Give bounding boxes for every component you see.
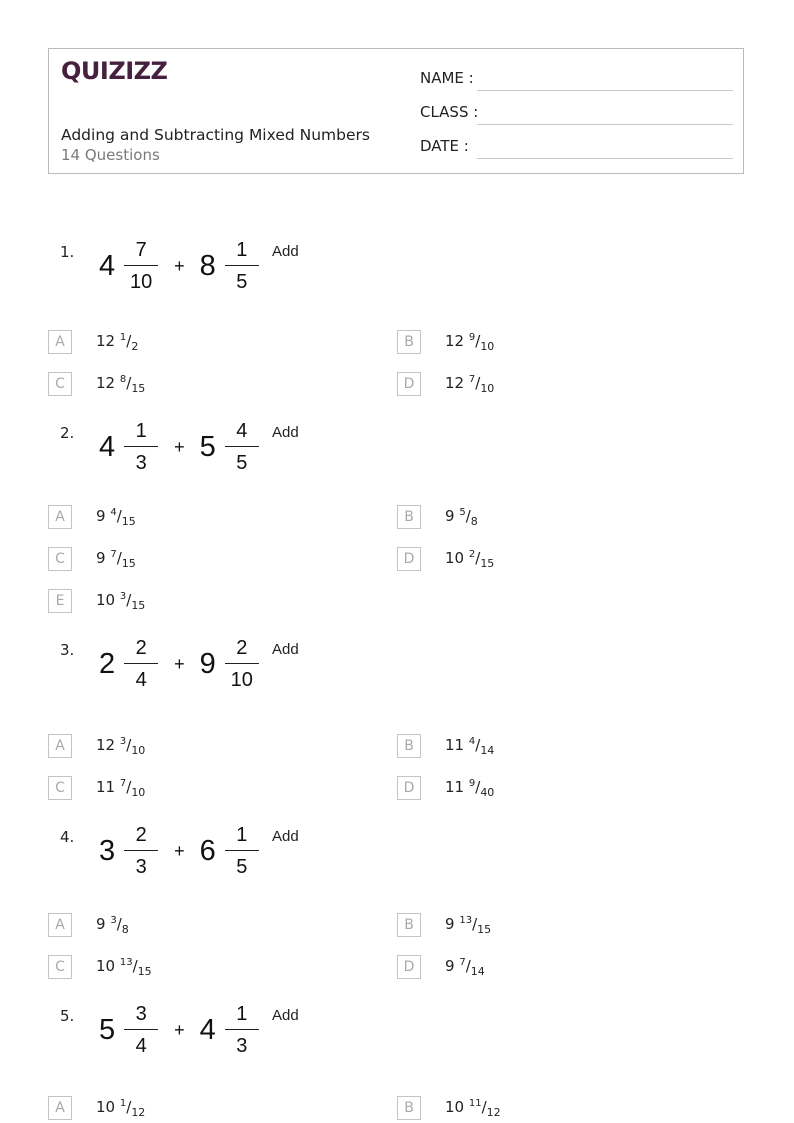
term1-fraction bbox=[124, 1002, 158, 1058]
option-value: 10 $^3/_{15}$ bbox=[96, 591, 146, 612]
option-letter: A bbox=[48, 1096, 72, 1120]
term1-fraction bbox=[124, 419, 158, 475]
term1-denominator: 10 bbox=[130, 271, 153, 293]
operator: + bbox=[174, 255, 185, 276]
term1-whole: 5 bbox=[99, 1013, 116, 1046]
question-expression bbox=[96, 633, 263, 695]
option-value: 9 $^7/_{14}$ bbox=[445, 957, 485, 978]
term2-whole: 5 bbox=[199, 430, 216, 463]
option-a[interactable] bbox=[48, 505, 388, 529]
option-a[interactable] bbox=[48, 1096, 388, 1120]
option-value: 11 $^9/_{40}$ bbox=[445, 778, 495, 799]
term1-whole: 3 bbox=[99, 834, 116, 867]
option-letter: B bbox=[397, 505, 421, 529]
term1-numerator: 1 bbox=[135, 420, 147, 442]
option-c[interactable] bbox=[48, 955, 388, 979]
term1-numerator: 2 bbox=[135, 637, 147, 659]
question-count: 14 Questions bbox=[61, 146, 160, 164]
term2-whole: 6 bbox=[199, 834, 216, 867]
option-letter: B bbox=[397, 913, 421, 937]
term2-numerator: 1 bbox=[236, 239, 248, 261]
worksheet-title: Adding and Subtracting Mixed Numbers bbox=[61, 126, 370, 144]
option-letter: E bbox=[48, 589, 72, 613]
term2-fraction bbox=[225, 238, 259, 294]
date-line bbox=[477, 158, 733, 159]
question-number: 2. bbox=[60, 424, 75, 442]
term2-denominator: 5 bbox=[236, 271, 248, 293]
option-letter: C bbox=[48, 776, 72, 800]
term1-denominator: 4 bbox=[135, 669, 147, 691]
option-b[interactable] bbox=[397, 330, 737, 354]
name-label: NAME : bbox=[420, 69, 474, 87]
question-expression bbox=[96, 235, 263, 297]
fraction-bar bbox=[225, 850, 259, 851]
term1-denominator: 4 bbox=[135, 1035, 147, 1057]
term2-whole: 8 bbox=[199, 249, 216, 282]
option-value: 9 $^5/_8$ bbox=[445, 507, 478, 528]
name-field[interactable] bbox=[420, 69, 733, 91]
fraction-bar bbox=[225, 265, 259, 266]
option-b[interactable] bbox=[397, 913, 737, 937]
question-expression bbox=[96, 999, 263, 1061]
option-value: 9 $^4/_{15}$ bbox=[96, 507, 136, 528]
option-value: 12 $^9/_{10}$ bbox=[445, 332, 495, 353]
class-field[interactable] bbox=[420, 103, 733, 125]
option-letter: A bbox=[48, 913, 72, 937]
option-value: 12 $^7/_{10}$ bbox=[445, 374, 495, 395]
term1-whole: 4 bbox=[99, 430, 116, 463]
question-instruction: Add bbox=[272, 424, 299, 441]
term2-fraction bbox=[225, 1002, 259, 1058]
option-d[interactable] bbox=[397, 776, 737, 800]
option-value: 10 $^{13}/_{15}$ bbox=[96, 957, 152, 978]
option-d[interactable] bbox=[397, 955, 737, 979]
option-c[interactable] bbox=[48, 372, 388, 396]
fraction-bar bbox=[124, 850, 158, 851]
option-value: 10 $^2/_{15}$ bbox=[445, 549, 495, 570]
term2-whole: 9 bbox=[199, 647, 216, 680]
term2-numerator: 4 bbox=[236, 420, 248, 442]
option-letter: D bbox=[397, 547, 421, 571]
term1-numerator: 7 bbox=[135, 239, 147, 261]
option-value: 12 $^8/_{15}$ bbox=[96, 374, 146, 395]
option-letter: C bbox=[48, 547, 72, 571]
option-letter: A bbox=[48, 505, 72, 529]
term2-numerator: 2 bbox=[236, 637, 248, 659]
term2-fraction bbox=[225, 636, 259, 692]
question-number: 3. bbox=[60, 641, 75, 659]
option-value: 11 $^4/_{14}$ bbox=[445, 736, 495, 757]
term1-denominator: 3 bbox=[135, 856, 147, 878]
term1-fraction bbox=[124, 238, 158, 294]
option-letter: C bbox=[48, 955, 72, 979]
option-value: 12 $^1/_2$ bbox=[96, 332, 139, 353]
option-b[interactable] bbox=[397, 734, 737, 758]
option-value: 11 $^7/_{10}$ bbox=[96, 778, 146, 799]
option-value: 10 $^{11}/_{12}$ bbox=[445, 1098, 501, 1119]
term2-denominator: 3 bbox=[236, 1035, 248, 1057]
fraction-bar bbox=[225, 663, 259, 664]
question-expression bbox=[96, 820, 263, 882]
fraction-bar bbox=[124, 1029, 158, 1030]
option-letter: D bbox=[397, 955, 421, 979]
option-value: 9 $^3/_8$ bbox=[96, 915, 129, 936]
option-d[interactable] bbox=[397, 547, 737, 571]
term2-denominator: 10 bbox=[230, 669, 253, 691]
term1-denominator: 3 bbox=[135, 452, 147, 474]
option-value: 12 $^3/_{10}$ bbox=[96, 736, 146, 757]
question-instruction: Add bbox=[272, 828, 299, 845]
term2-fraction bbox=[225, 419, 259, 475]
option-value: 9 $^{13}/_{15}$ bbox=[445, 915, 492, 936]
term2-numerator: 1 bbox=[236, 1003, 248, 1025]
operator: + bbox=[174, 436, 185, 457]
question-number: 5. bbox=[60, 1007, 75, 1025]
question-instruction: Add bbox=[272, 1007, 299, 1024]
option-letter: D bbox=[397, 372, 421, 396]
option-letter: A bbox=[48, 734, 72, 758]
option-a[interactable] bbox=[48, 913, 388, 937]
fraction-bar bbox=[225, 1029, 259, 1030]
operator: + bbox=[174, 653, 185, 674]
term2-denominator: 5 bbox=[236, 856, 248, 878]
question-expression bbox=[96, 416, 263, 478]
term1-whole: 2 bbox=[99, 647, 116, 680]
option-letter: B bbox=[397, 734, 421, 758]
option-c[interactable] bbox=[48, 547, 388, 571]
name-line bbox=[477, 90, 733, 91]
option-letter: D bbox=[397, 776, 421, 800]
term1-numerator: 2 bbox=[135, 824, 147, 846]
date-field[interactable] bbox=[420, 137, 733, 159]
class-line bbox=[477, 124, 733, 125]
option-b[interactable] bbox=[397, 505, 737, 529]
term1-fraction bbox=[124, 823, 158, 879]
option-b[interactable] bbox=[397, 1096, 737, 1120]
term1-numerator: 3 bbox=[135, 1003, 147, 1025]
fraction-bar bbox=[124, 446, 158, 447]
option-a[interactable] bbox=[48, 330, 388, 354]
date-label: DATE : bbox=[420, 137, 469, 155]
option-letter: C bbox=[48, 372, 72, 396]
quizizz-logo: QUIZIZZ bbox=[61, 57, 168, 85]
term1-whole: 4 bbox=[99, 249, 116, 282]
option-d[interactable] bbox=[397, 372, 737, 396]
class-label: CLASS : bbox=[420, 103, 479, 121]
fraction-bar bbox=[225, 446, 259, 447]
term1-fraction bbox=[124, 636, 158, 692]
question-number: 1. bbox=[60, 243, 75, 261]
question-instruction: Add bbox=[272, 243, 299, 260]
option-value: 9 $^7/_{15}$ bbox=[96, 549, 136, 570]
option-e[interactable] bbox=[48, 589, 388, 613]
operator: + bbox=[174, 1019, 185, 1040]
fraction-bar bbox=[124, 663, 158, 664]
option-a[interactable] bbox=[48, 734, 388, 758]
question-number: 4. bbox=[60, 828, 75, 846]
term2-denominator: 5 bbox=[236, 452, 248, 474]
fraction-bar bbox=[124, 265, 158, 266]
question-instruction: Add bbox=[272, 641, 299, 658]
term2-whole: 4 bbox=[199, 1013, 216, 1046]
option-letter: B bbox=[397, 1096, 421, 1120]
operator: + bbox=[174, 840, 185, 861]
option-value: 10 $^1/_{12}$ bbox=[96, 1098, 146, 1119]
term2-fraction bbox=[225, 823, 259, 879]
option-letter: B bbox=[397, 330, 421, 354]
worksheet-header bbox=[48, 48, 744, 174]
term2-numerator: 1 bbox=[236, 824, 248, 846]
option-c[interactable] bbox=[48, 776, 388, 800]
option-letter: A bbox=[48, 330, 72, 354]
